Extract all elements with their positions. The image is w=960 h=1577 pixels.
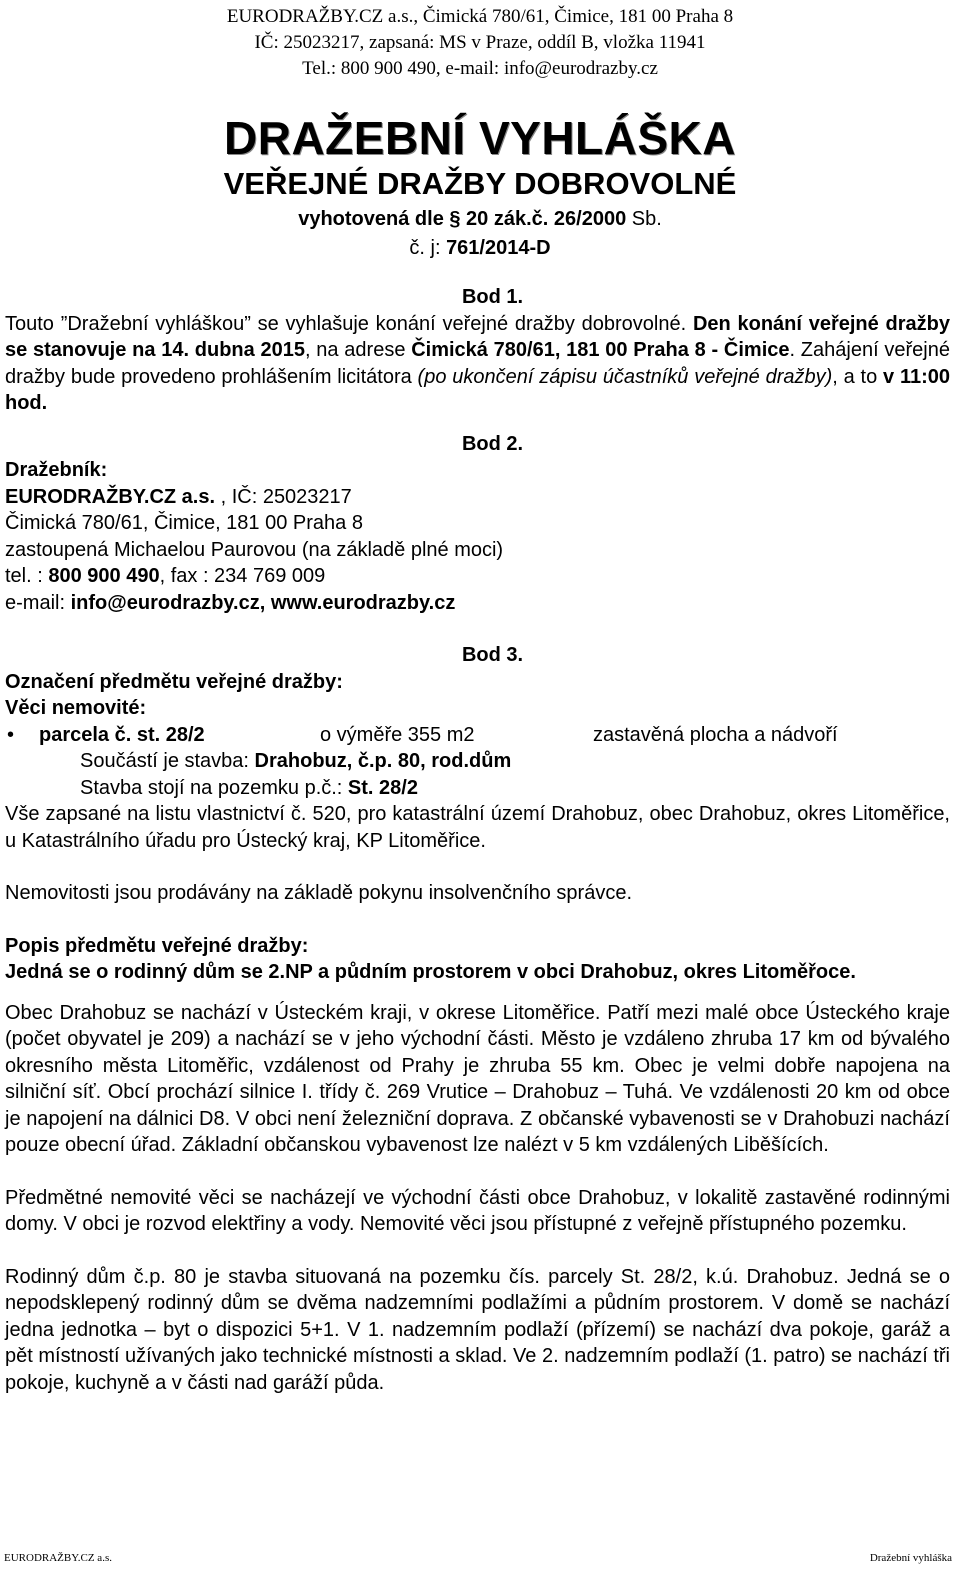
bullet-icon: • bbox=[7, 723, 15, 746]
text-run: Touto ”Dražební vyhláškou” se vyhlašuje konání veřejné dražby dobrovolné. bbox=[5, 312, 693, 335]
letterhead-registration-line: IČ: 25023217, zapsaná: MS v Praze, oddíl B, vložka 11941 bbox=[254, 32, 706, 53]
section-heading-bod-3: Bod 3. bbox=[461, 644, 524, 666]
title-block bbox=[0, 110, 960, 262]
email-and-web: info@eurodrazby.cz, www.eurodrazby.cz bbox=[70, 591, 456, 614]
text-run-italic: (po ukončení zápisu účastníků veřejné dražby) bbox=[417, 365, 833, 388]
section-heading-bod-1: Bod 1. bbox=[461, 286, 524, 308]
auctioneer-label bbox=[5, 457, 950, 484]
fax-number: , fax : 234 769 009 bbox=[159, 565, 326, 587]
location-paragraph: Předmětné nemovité věci se nacházejí ve východní části obce Drahobuz, v lokalitě zastavěné rodinnými domy. V obci je rozvod elektřiny a vody. Nemovité věci jsou přístupné z veřejně přístupného pozemku. bbox=[5, 1186, 950, 1235]
description-summary bbox=[5, 959, 950, 986]
real-estate-label-text: Věci nemovité: bbox=[5, 697, 147, 719]
case-number-value: 761/2014-D bbox=[446, 237, 551, 259]
parcel-number: parcela č. st. 28/2 bbox=[39, 723, 205, 746]
document-subtitle: VEŘEJNÉ DRAŽBY DOBROVOLNÉ bbox=[223, 166, 737, 201]
auctioneer-company bbox=[5, 484, 950, 511]
letterhead-contact-line: Tel.: 800 900 490, e-mail: info@eurodrazby.cz bbox=[302, 58, 658, 79]
footer-company: EURODRAŽBY.CZ a.s. bbox=[4, 1552, 112, 1564]
subject-label-text: Označení předmětu veřejné dražby: bbox=[5, 670, 343, 693]
house-description-paragraph: Rodinný dům č.p. 80 je stavba situovaná na pozemku čís. parcely St. 28/2, k.ú. Drahobuz. Jedná se o nepodsklepený rodinný dům se dvěma nadzemními podlažími a půdním prostorem. V domě se nachází jedna jednotka – byt o dispozici 5+1. V 1. nadzemním podlaží (přízemí) se nachází dva pokoje, garáž a pět místností užívaných jako technické místnosti a sklad. Ve 2. nadzemním podlaží (1. patro) se nachází tři pokoje, kuchyně a v části nad garáží půda. bbox=[5, 1265, 950, 1394]
text-run: , a to bbox=[832, 365, 884, 388]
auctioneer-ic: , IČ: 25023217 bbox=[215, 485, 352, 508]
village-description-paragraph: Obec Drahobuz se nachází v Ústeckém kraji, v okrese Litoměřice. Patří mezi malé obce Ústeckého kraje (počet obyvatel je 209) a nachází se v jeho východní části. Město je vzdáleno zhruba 17 km od bývalého okresního města Litoměřic, vzdálenost od Prahy je zhruba 55 km. Obec je velmi dobře napojena na silniční síť. Obcí prochází silnice I. třídy č. 269 Vrutice – Drahobuz – Tuhá. Ve vzdálenosti 20 km od obce je napojení na dálnici D8. V obci není železniční doprava. Z občanské vybavenosti se v Drahobuzi nachází pouze obecní úřad. Základní občanskou vybavenost lze nalézt v 5 km vzdálených Liběšících. bbox=[5, 1001, 950, 1156]
auctioneer-company-name: EURODRAŽBY.CZ a.s. bbox=[5, 485, 216, 508]
case-number bbox=[0, 234, 960, 262]
text-run: . Zahájení veřejné dražby bude provedeno prohlášením licitátora bbox=[5, 339, 950, 388]
email-label: e-mail: bbox=[5, 591, 71, 614]
description-label bbox=[5, 933, 950, 960]
auctioneer-representative: zastoupená Michaelou Paurovou (na základě plné moci) bbox=[5, 538, 504, 561]
insolvency-note: Nemovitosti jsou prodávány na základě pokynu insolvenčního správce. bbox=[5, 882, 633, 904]
description-summary-text: Jedná se o rodinný dům se 2.NP a půdním prostorem v obci Drahobuz, okres Litoměřoce. bbox=[5, 961, 856, 983]
phone-label: tel. : bbox=[5, 565, 49, 587]
document-title: DRAŽEBNÍ VYHLÁŠKA bbox=[224, 112, 736, 164]
subject-label bbox=[5, 669, 950, 696]
auctioneer-email bbox=[5, 590, 950, 617]
auctioneer-address: Čimická 780/61, Čimice, 181 00 Praha 8 bbox=[5, 512, 363, 534]
document-body bbox=[5, 284, 950, 1396]
description-label-text: Popis předmětu veřejné dražby: bbox=[5, 934, 309, 957]
auction-address: Čimická 780/61, 181 00 Praha 8 - Čimice bbox=[411, 339, 790, 361]
building-land bbox=[5, 775, 950, 802]
letterhead bbox=[0, 4, 960, 82]
building-land-value: St. 28/2 bbox=[347, 776, 418, 799]
parcel-area: o výměře 355 m2 bbox=[320, 723, 475, 746]
building-part-label: Součástí je stavba: bbox=[80, 750, 255, 772]
case-number-prefix: č. j: bbox=[409, 237, 447, 259]
law-reference-main: vyhotovená dle § 20 zák.č. 26/2000 bbox=[298, 208, 627, 230]
building-land-label: Stavba stojí na pozemku p.č.: bbox=[80, 776, 348, 799]
building-part bbox=[5, 748, 950, 775]
law-reference-suffix: Sb. bbox=[626, 208, 662, 230]
parcel-row bbox=[5, 722, 950, 749]
section-heading-bod-2: Bod 2. bbox=[461, 432, 524, 455]
law-reference bbox=[0, 204, 960, 234]
auctioneer-label-text: Dražebník: bbox=[5, 459, 108, 481]
phone-number: 800 900 490 bbox=[48, 565, 160, 587]
text-run: , na adrese bbox=[305, 339, 412, 361]
letterhead-company-line: EURODRAŽBY.CZ a.s., Čimická 780/61, Čimice, 181 00 Praha 8 bbox=[226, 6, 734, 27]
building-part-value: Drahobuz, č.p. 80, rod.dům bbox=[254, 750, 512, 772]
parcel-kind: zastavěná plocha a nádvoří bbox=[593, 723, 838, 746]
real-estate-label bbox=[5, 695, 950, 722]
auction-date: Den konání veřejné dražby se stanovuje na 14. dubna 2015 bbox=[5, 312, 951, 361]
auction-date-paragraph bbox=[5, 311, 950, 417]
auction-time: v 11:00 hod. bbox=[5, 365, 951, 414]
footer-document-name: Dražební vyhláška bbox=[869, 1552, 952, 1564]
auctioneer-phone bbox=[5, 563, 950, 590]
land-registry-paragraph: Vše zapsané na listu vlastnictví č. 520, pro katastrální území Drahobuz, obec Drahobuz, okres Litoměřice, u Katastrálního úřadu pro Ústecký kraj, KP Litoměřice. bbox=[5, 803, 950, 852]
